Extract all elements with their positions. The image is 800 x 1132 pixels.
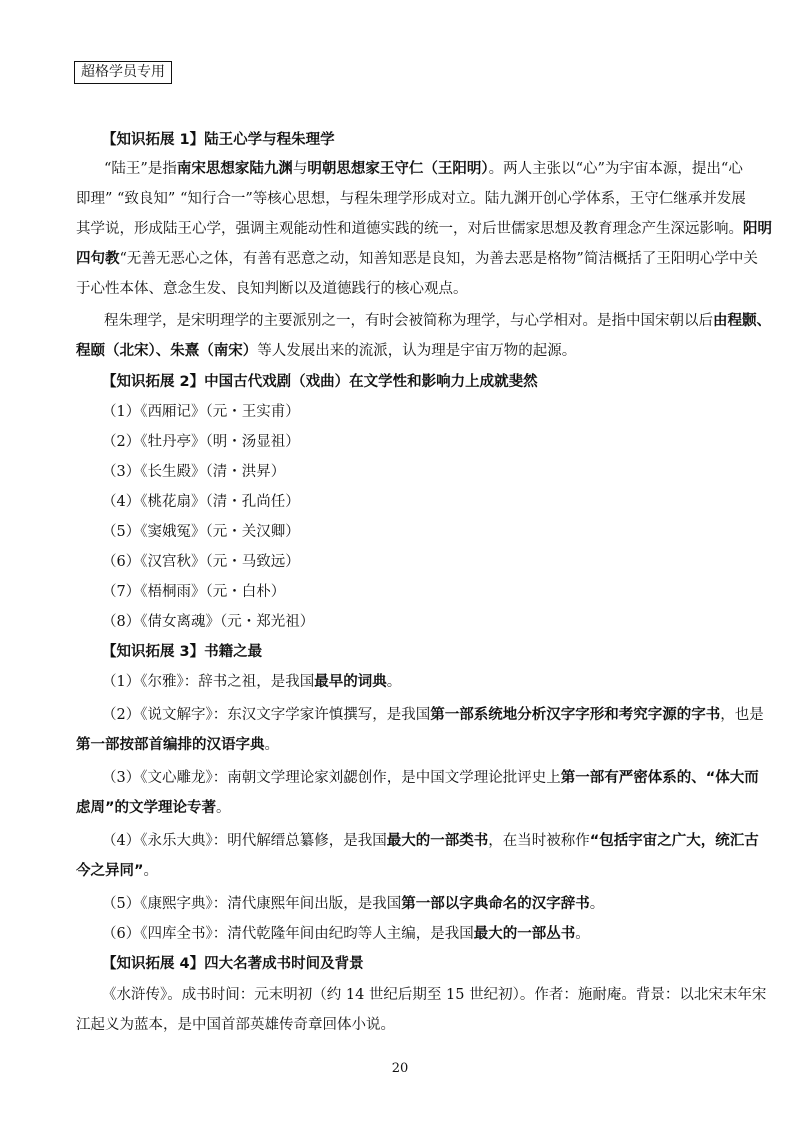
s4-p1: 《水浒传》。成书时间：元末明初（约 14 世纪后期至 15 世纪初）。作者：施耐庵。背景：以北宋末年宋 [102, 987, 767, 1003]
book-item-2-line1: （2）《说文解字》：东汉文字学家许慎撰写，是我国第一部系统地分析汉字字形和考究字源的字书，也是 [102, 707, 764, 723]
book-item-2-line2: 第一部按部首编排的汉语字典。 [76, 737, 279, 753]
section-4-heading: 【知识拓展 4】四大名著成书时间及背景 [102, 956, 364, 972]
play-item: （6）《汉宫秋》（元・马致远） [102, 554, 300, 570]
page-number: 20 [391, 1061, 409, 1076]
book-item-4-line1: （4）《永乐大典》：明代解缙总纂修，是我国最大的一部类书，在当时被称作“包括宇宙之广大，统汇古 [102, 833, 759, 849]
section-3-heading: 【知识拓展 3】书籍之最 [102, 644, 263, 660]
play-item: （7）《梧桐雨》（元・白朴） [102, 584, 286, 600]
s4-p2: 江起义为蓝本，是中国首部英雄传奇章回体小说。 [76, 1017, 395, 1033]
s1-p1-line4: 四句教“无善无恶心之体，有善有恶意之动，知善知恶是良知，为善去恶是格物”简洁概括了王阳明心学中关 [76, 251, 758, 267]
s1-p2-line2: 程颐（北宋）、朱熹（南宋）等人发展出来的流派，认为理是宇宙万物的起源。 [76, 343, 577, 359]
s1-p2-line1: 程朱理学，是宋明理学的主要派别之一，有时会被简称为理学，与心学相对。是指中国宋朝以后由程颢、 [104, 313, 771, 329]
play-item: （5）《窦娥冤》（元・关汉卿） [102, 524, 300, 540]
s1-p1-line3: 其学说，形成陆王心学，强调主观能动性和道德实践的统一，对后世儒家思想及教育理念产生深远影响。阳明 [76, 221, 772, 237]
section-1-heading: 【知识拓展 1】陆王心学与程朱理学 [102, 132, 335, 148]
book-item-1: （1）《尔雅》：辞书之祖，是我国最早的词典。 [102, 674, 402, 690]
play-item: （1）《西厢记》（元・王实甫） [102, 404, 300, 420]
book-item-4-line2: 今之异同”。 [76, 863, 159, 879]
student-only-tag: 超格学员专用 [74, 61, 172, 84]
play-item: （8）《倩女离魂》（元・郑光祖） [102, 614, 315, 630]
book-item-5: （5）《康熙字典》：清代康熙年间出版，是我国第一部以字典命名的汉字辞书。 [102, 896, 605, 912]
book-item-6: （6）《四库全书》：清代乾隆年间由纪昀等人主编，是我国最大的一部丛书。 [102, 926, 590, 942]
play-item: （3）《长生殿》（清・洪昇） [102, 464, 286, 480]
book-item-3-line1: （3）《文心雕龙》：南朝文学理论家刘勰创作，是中国文学理论批评史上第一部有严密体系的、“体大而 [102, 770, 759, 786]
section-2-heading: 【知识拓展 2】中国古代戏剧（戏曲）在文学性和影响力上成就斐然 [102, 374, 538, 390]
play-item: （4）《桃花扇》（清・孔尚任） [102, 494, 300, 510]
s1-p1-line1: “陆王”是指南宋思想家陆九渊与明朝思想家王守仁（王阳明）。两人主张以“心”为宇宙本源，提出“心 [104, 161, 743, 177]
play-item: （2）《牡丹亭》（明・汤显祖） [102, 434, 300, 450]
s1-p1-line2: 即理” “致良知” “知行合一”等核心思想，与程朱理学形成对立。陆九渊开创心学体系，王守仁继承并发展 [76, 191, 746, 207]
s1-p1-line5: 于心性本体、意念生发、良知判断以及道德践行的核心观点。 [76, 281, 468, 297]
book-item-3-line2: 虑周”的文学理论专著。 [76, 800, 231, 816]
